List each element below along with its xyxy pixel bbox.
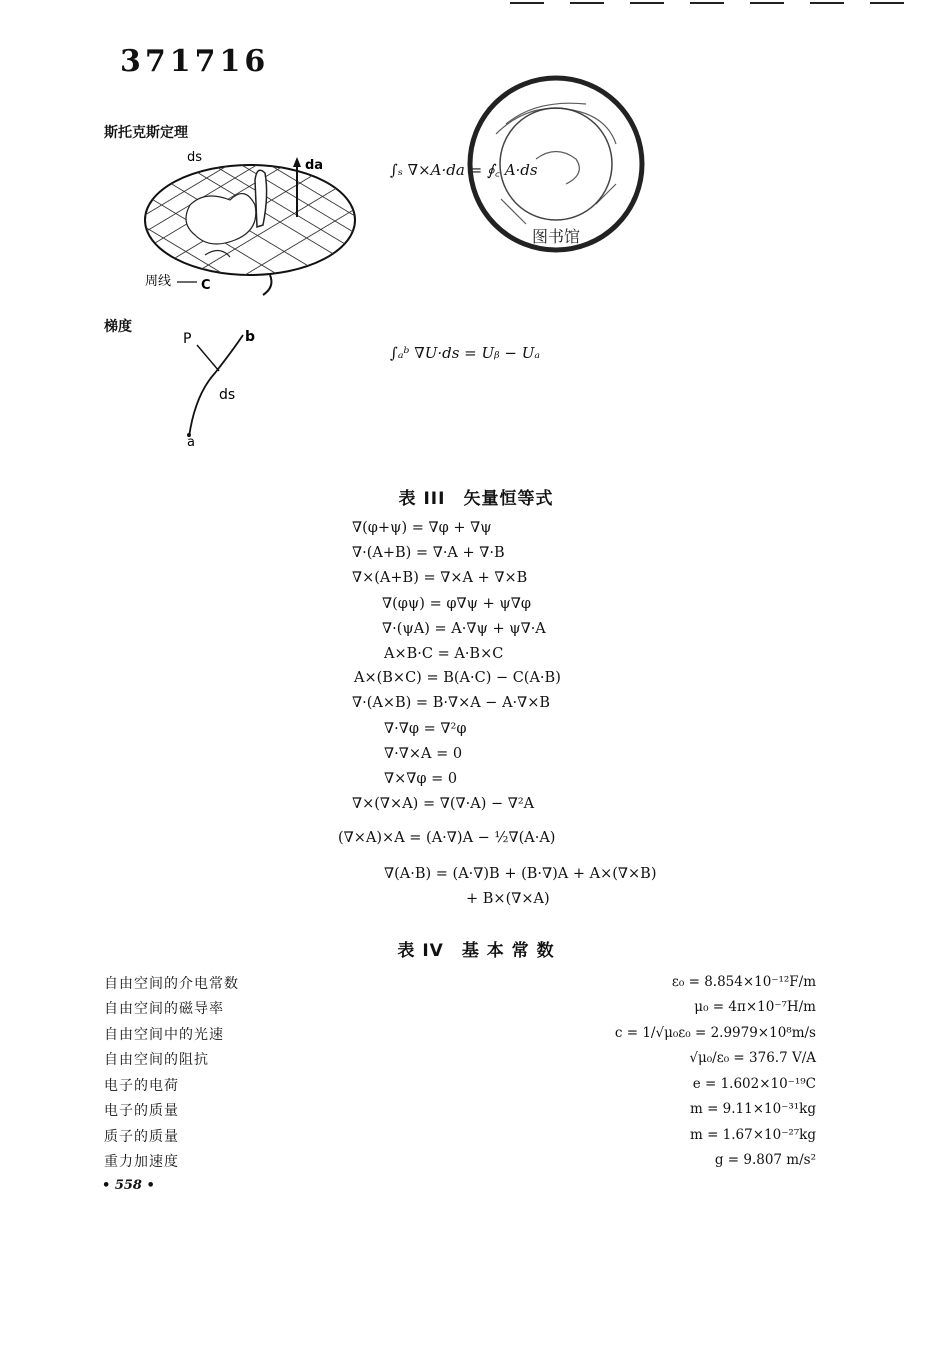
ds-label: ds [219,387,236,403]
top-rule [570,2,604,4]
constant-name: 质子的质量 [104,1129,179,1145]
identity-row: ∇(A·B) = (A·∇)B + (B·∇)A + A×(∇×B) [384,866,657,882]
p-label: P [183,331,192,347]
contour-label: 周线 [145,274,172,289]
page-number: • 558 • [102,1178,155,1193]
constant-value: √μ₀/ε₀ = 376.7 V/A [689,1050,816,1066]
constant-name: 电子的电荷 [104,1078,179,1094]
top-rule [510,2,544,4]
b-label: b [245,329,256,345]
book-code: 371716 [120,44,270,79]
p-pointer [197,345,219,371]
identity-row: ∇·(A+B) = ∇·A + ∇·B [352,545,505,561]
constant-name: 重力加速度 [104,1154,179,1170]
gradient-formula: ∫ₐᵇ ∇U·ds = Uᵦ − Uₐ [390,344,540,362]
library-stamp [466,74,646,254]
constant-value: μ₀ = 4π×10⁻⁷H/m [694,999,816,1015]
constant-name: 自由空间中的光速 [104,1027,224,1043]
top-rule [810,2,844,4]
identity-row: ∇(φ+ψ) = ∇φ + ∇ψ [352,520,492,536]
identity-row: A×B·C = A·B×C [384,646,504,662]
c-label: C [201,278,211,293]
path-curve [189,335,243,437]
identity-row: ∇·∇φ = ∇²φ [384,721,467,737]
identity-row: ∇×(∇×A) = ∇(∇·A) − ∇²A [352,796,535,812]
constant-value: g = 9.807 m/s² [714,1152,816,1168]
ds-label: ds [187,150,203,165]
top-rule [690,2,724,4]
gradient-figure [175,325,265,450]
stokes-formula: ∫ₛ ∇×A·da = ∮꜀ A·ds [390,161,538,179]
stokes-figure [135,145,375,310]
table3-title: 表 III 矢量恒等式 [398,489,554,509]
top-rule [630,2,664,4]
identity-row: ∇(φψ) = φ∇ψ + ψ∇φ [382,596,531,612]
top-rule [870,2,904,4]
identity-row: ∇×∇φ = 0 [384,771,458,787]
identity-row: ∇·∇×A = 0 [384,746,463,762]
constant-value: m = 1.67×10⁻²⁷kg [689,1127,816,1143]
constant-name: 自由空间的介电常数 [104,976,239,992]
gradient-label: 梯度 [104,319,132,335]
constant-name: 电子的质量 [104,1103,179,1119]
da-label: da [305,158,324,173]
constant-value: ε₀ = 8.854×10⁻¹²F/m [671,974,816,990]
constant-name: 自由空间的磁导率 [104,1001,224,1017]
constant-name: 自由空间的阻抗 [104,1052,209,1068]
identity-row: + B×(∇×A) [466,891,550,907]
identity-row: (∇×A)×A = (A·∇)A − ½∇(A·A) [338,830,556,846]
a-label: a [187,435,195,450]
thumb-sketch [255,170,267,227]
constant-value: c = 1/√μ₀ε₀ = 2.9979×10⁸m/s [614,1025,816,1041]
stokes-label: 斯托克斯定理 [104,125,188,141]
constant-value: m = 9.11×10⁻³¹kg [689,1101,816,1117]
identity-row: ∇·(ψA) = A·∇ψ + ψ∇·A [382,621,546,637]
constant-value: e = 1.602×10⁻¹⁹C [692,1076,816,1092]
identity-row: A×(B×C) = B(A·C) − C(A·B) [354,670,561,686]
table4-title: 表 IV 基 本 常 数 [397,941,555,961]
identity-row: ∇·(A×B) = B·∇×A − A·∇×B [352,695,551,711]
top-rule [750,2,784,4]
identity-row: ∇×(A+B) = ∇×A + ∇×B [352,570,528,586]
stamp-text: 图书馆 [531,227,581,246]
